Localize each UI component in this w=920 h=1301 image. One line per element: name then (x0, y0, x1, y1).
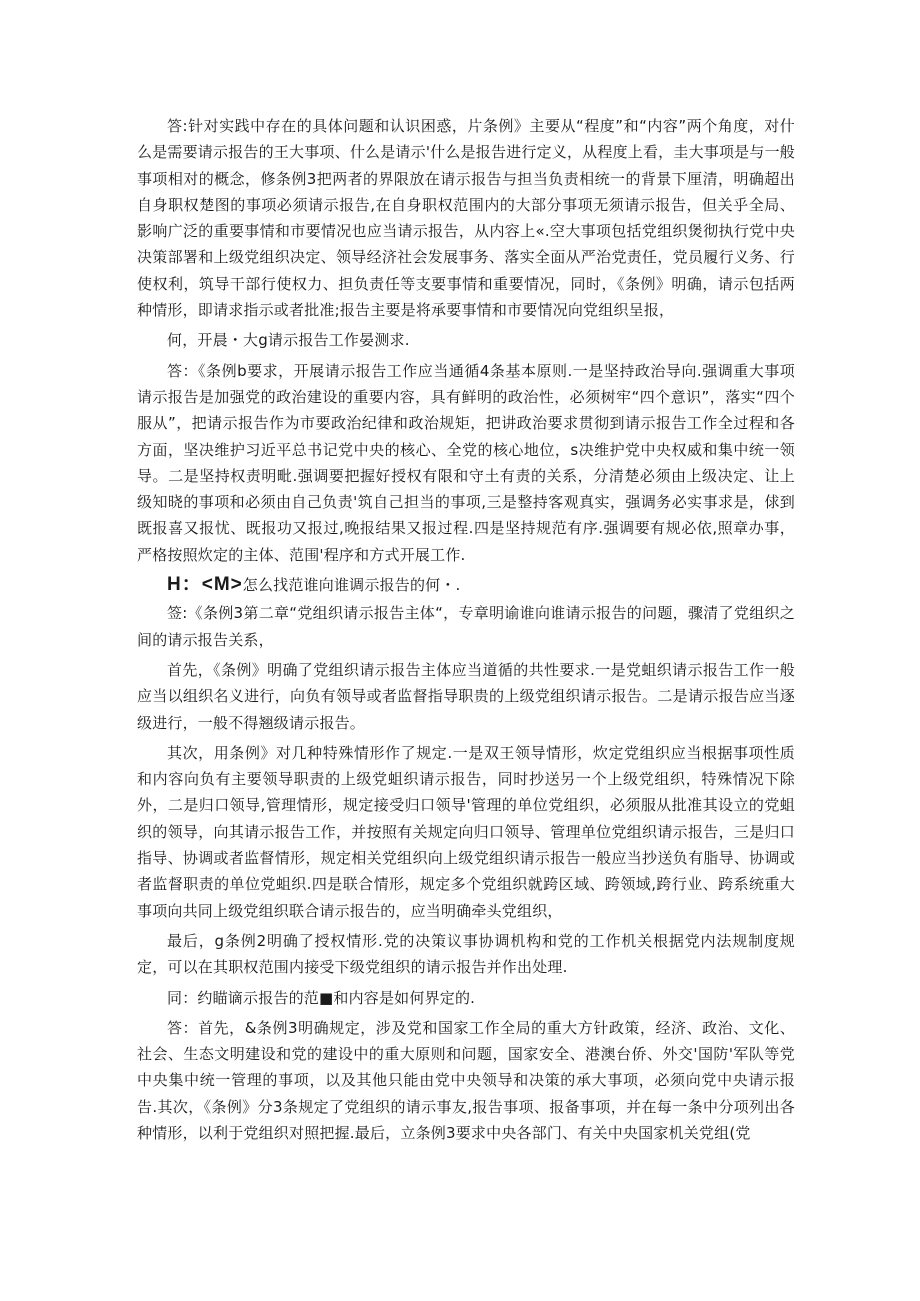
answer-paragraph-3: 签:《条例3第二章“党组织请示报告主体“，专章明谕谁向谁请示报告的问题，骤清了党组织之间的请示报告关系， (137, 604, 795, 649)
answer-paragraph-4: 答：首先，&条例3明确规定，涉及党和国家工作全局的重大方针政策，经济、政治、文化、社会、生态文明建设和党的建设中的重大原则和问题，国家安全、港澳台侨、外交'国防'军队等党中央集中统一管理的事项，以及其他只能由党中央领导和决策的承大事项，必须向党中央请示报告.其次，《条例》分3条规定了党组织的请示事友,报告事项、报备事项，并在每一条中分项列出各种情形，以利于党组织对照把握.最后，立条例3要求中央各部门、有关中央国家机关党组(党 (137, 1018, 795, 1142)
question-2: 何，开晨・大g请示报告工作晏测求. (167, 331, 410, 350)
answer-paragraph-1: 答:针对实践中存在的具体问题和认识困惑，片条例》主要从“程度”和“内容”两个角度，对什么是需要请示报告的王大事项、什么是请示'什么是报告进行定义，从程度上看，圭大事项是与一般事项相对的概念，修条例3把两者的界限放在请示报告与担当负责相统一的背景下厘清，明确超出自身职权楚图的事项必须请示报告,在自身职权范围内的大部分事项无须请示报告，但关乎全局、影响广泛的重要事情和市要情况也应当请示报告，从内容上«.空大事项包括党组织煲彻执行党中央决策部署和上级党组织决定、领导经济社会发展事务、落实全面从严治党责任，党员履行义务、行使权利，筑导干部行使权力、担负责任等支要事情和重要情况，同时，《条例》明确，请示包括两种情形，即请求指示或者批准;报告主要是将承要事情和市要情况向党组织呈报， (137, 117, 795, 320)
document-body (137, 113, 795, 1150)
question-3-text: 怎么找范谁向谁调示报告的何・. (242, 576, 461, 595)
question-3 (137, 572, 795, 598)
answer-paragraph-firstly: 首先，《条例》明确了党组织请示报告主体应当道循的共性要求.一是党蛆织请示报告工作一般应当以组织名义进行，向负有领导或者监督指导职贵的上级党组织请示报告。二是请示报告应当逐级进行，一般不得翘级请示报告。 (137, 660, 795, 732)
question-3-mark: H：<M> (167, 574, 243, 596)
question-4: 同：约瞄谪示报告的范■和内容是如何界定的. (167, 988, 476, 1007)
answer-paragraph-secondly: 其次，用条例》对几种特殊情形作了规定.一是双王领导情形，炊定党组织应当根据事项性质和内容向负有主要领导职责的上级党蛆织请示报告，同时抄送另一个上级党组织，特殊情况下除外，二是归口领导,管理情形，规定接受归口领导'管理的单位党组织，必须服从批准其设立的党蛆织的领导，向其请示报告工作，并按照有关规定向归口领导、管理单位党组织请示报告，三是归口指导、协调或者监督情形，规定相关党组织向上级党组织请示报告一般应当抄送负有脂导、协调或者监督职责的单位党蛆织.四是联合情形，规定多个党组织就跨区域、跨领域,跨行业、跨系统重大事项向共同上级党组织联合请示报告的，应当明确牵头党组织， (137, 743, 795, 920)
answer-paragraph-2: 答：《条例b要求，开展请示报告工作应当通循4条基本原则.一是坚持政治导向.强调重大事项请示报告是加强党的政治建设的重要内容，具有鲜明的政治性，必须树牢“四个意识”，落实“四个服从”，把请示报告作为市要政治纪律和政治规矩，把讲政治要求贯彻到请示报告工作全过程和各方面，坚决维护习近平总书记党中央的核心、全党的核心地位，s决维护党中央权威和集中统一领导。二是坚持权责明毗.强调要把握好授权有限和守土有责的关系，分清楚必须由上级决定、让上级知晓的事项和必须由自己负责'筑自己担当的事项,三是整持客观真实，强调务必实事求是，俅到既报喜又报忧、既报功又报过,晚报结果又报过程.四是坚持规范有序.强调要有规必依,照章办事，严格按照炊定的主体、范围'程序和方式开展工作. (137, 361, 795, 564)
answer-paragraph-finally: 最后，g条例2明确了授权情形.党的决策议事协调机构和党的工作机关根据党内法规制度规定，可以在其职权范围内接受下级党组织的请示报告并作出处理. (137, 931, 795, 977)
